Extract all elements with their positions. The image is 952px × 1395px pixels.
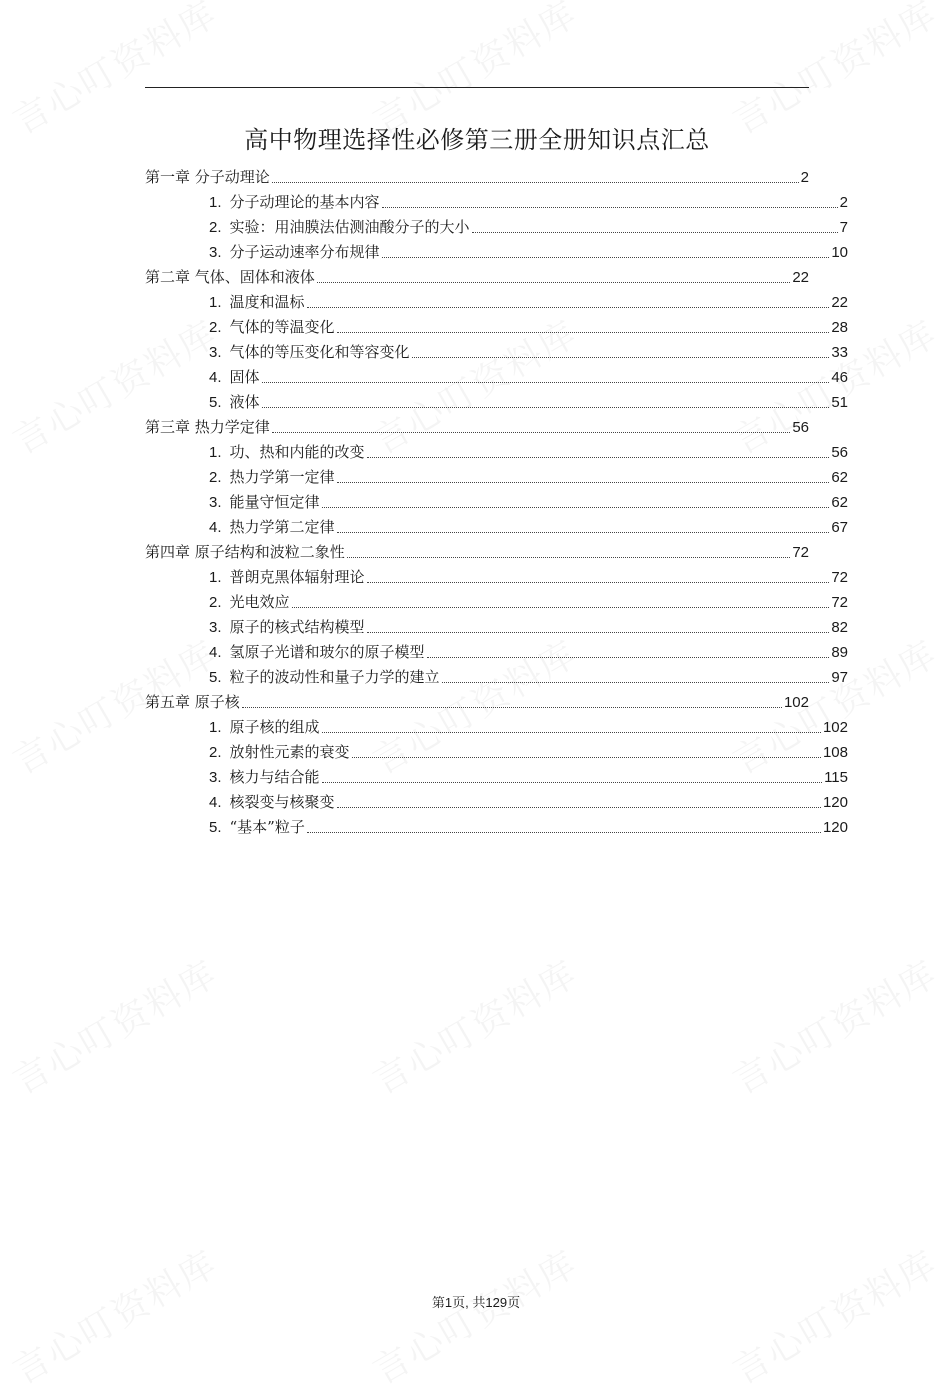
toc-section-title: 分子动理论的基本内容: [229, 193, 380, 211]
watermark: [723, 946, 946, 1104]
toc-page-number: 62: [831, 469, 848, 486]
toc-section-1-2[interactable]: [145, 215, 848, 240]
toc-chapter-4[interactable]: [145, 540, 809, 565]
toc-section-title: 液体: [229, 393, 260, 411]
dot-leader: [307, 307, 830, 308]
dot-leader: [337, 807, 821, 808]
toc-page-number: 56: [792, 419, 809, 436]
toc-section-number: 3.: [209, 769, 222, 786]
toc-section-number: 4.: [209, 794, 222, 811]
toc-page-number: 97: [831, 669, 848, 686]
toc-section-5-5[interactable]: [145, 815, 848, 840]
dot-leader: [322, 732, 821, 733]
watermark: [3, 1236, 226, 1394]
toc-section-title: 温度和温标: [229, 293, 305, 311]
toc-section-title: 热力学第一定律: [229, 468, 335, 486]
toc-section-title: 氢原子光谱和玻尔的原子模型: [229, 643, 425, 661]
toc-section-4-5[interactable]: [145, 665, 848, 690]
toc-section-number: 3.: [209, 494, 222, 511]
dot-leader: [242, 707, 782, 708]
toc-section-title: “基本”粒子: [229, 818, 305, 836]
toc-section-title: 功、热和内能的改变: [229, 443, 365, 461]
toc-page-number: 67: [831, 519, 848, 536]
toc-chapter-2[interactable]: [145, 265, 809, 290]
toc-page-number: 56: [831, 444, 848, 461]
toc-section-number: 2.: [209, 469, 222, 486]
watermark: [363, 946, 586, 1104]
toc-section-title: 核裂变与核聚变: [229, 793, 335, 811]
toc-chapter-title: 第五章 原子核: [145, 693, 240, 711]
toc-page-number: 33: [831, 344, 848, 361]
toc-page-number: 46: [831, 369, 848, 386]
dot-leader: [262, 407, 830, 408]
header-rule: [145, 87, 809, 88]
toc-page-number: 89: [831, 644, 848, 661]
toc-section-number: 2.: [209, 594, 222, 611]
toc-page-number: 120: [822, 794, 848, 811]
toc-page-number: 72: [831, 594, 848, 611]
dot-leader: [367, 582, 830, 583]
toc-section-5-4[interactable]: [145, 790, 848, 815]
toc-page-number: 62: [831, 494, 848, 511]
toc-chapter-title: 第三章 热力学定律: [145, 418, 270, 436]
toc-section-number: 1.: [209, 569, 222, 586]
dot-leader: [347, 557, 791, 558]
toc-section-3-1[interactable]: [145, 440, 848, 465]
dot-leader: [292, 607, 830, 608]
toc-page-number: 22: [792, 269, 809, 286]
toc-page-number: 72: [792, 544, 809, 561]
toc-section-number: 5.: [209, 819, 222, 836]
dot-leader: [427, 657, 830, 658]
toc-section-title: 原子核的组成: [229, 718, 320, 736]
toc-section-number: 1.: [209, 719, 222, 736]
toc-section-4-4[interactable]: [145, 640, 848, 665]
toc-section-number: 5.: [209, 669, 222, 686]
toc-section-number: 1.: [209, 444, 222, 461]
toc-page-number: 10: [831, 244, 848, 261]
toc-section-number: 4.: [209, 519, 222, 536]
toc-chapter-5[interactable]: [145, 690, 809, 715]
toc-section-number: 2.: [209, 744, 222, 761]
dot-leader: [382, 207, 838, 208]
toc-section-number: 1.: [209, 194, 222, 211]
toc-section-2-3[interactable]: [145, 340, 848, 365]
toc-page-number: 102: [783, 694, 809, 711]
toc-section-title: 放射性元素的衰变: [229, 743, 350, 761]
dot-leader: [262, 382, 830, 383]
dot-leader: [442, 682, 830, 683]
toc-section-3-2[interactable]: [145, 465, 848, 490]
toc-chapter-title: 第二章 气体、固体和液体: [145, 268, 315, 286]
watermark: [723, 1236, 946, 1394]
toc-section-number: 4.: [209, 369, 222, 386]
toc-chapter-1[interactable]: [145, 165, 809, 190]
dot-leader: [367, 632, 830, 633]
toc-section-number: 1.: [209, 294, 222, 311]
toc-section-3-3[interactable]: [145, 490, 848, 515]
toc-section-title: 核力与结合能: [229, 768, 320, 786]
toc-section-4-3[interactable]: [145, 615, 848, 640]
dot-leader: [382, 257, 830, 258]
toc-section-title: 气体的等温变化: [229, 318, 335, 336]
toc-section-title: 能量守恒定律: [229, 493, 320, 511]
toc-section-number: 2.: [209, 219, 222, 236]
toc-page-number: 72: [831, 569, 848, 586]
page-title: 高中物理选择性必修第三册全册知识点汇总: [244, 126, 710, 154]
dot-leader: [322, 507, 830, 508]
toc-section-title: 热力学第二定律: [229, 518, 335, 536]
toc-chapter-3[interactable]: [145, 415, 809, 440]
toc-page-number: 7: [839, 219, 848, 236]
dot-leader: [352, 757, 821, 758]
toc-section-2-1[interactable]: [145, 290, 848, 315]
table-of-contents: [145, 165, 848, 840]
toc-section-2-5[interactable]: [145, 390, 848, 415]
toc-page-number: 108: [822, 744, 848, 761]
dot-leader: [272, 182, 799, 183]
page-footer: 第1页, 共129页: [431, 1295, 521, 1310]
toc-section-2-4[interactable]: [145, 365, 848, 390]
dot-leader: [337, 332, 830, 333]
toc-section-title: 分子运动速率分布规律: [229, 243, 380, 261]
toc-section-5-2[interactable]: [145, 740, 848, 765]
dot-leader: [272, 432, 791, 433]
toc-section-1-3[interactable]: [145, 240, 848, 265]
toc-section-number: 5.: [209, 394, 222, 411]
toc-section-2-2[interactable]: [145, 315, 848, 340]
toc-section-number: 3.: [209, 244, 222, 261]
toc-page-number: 120: [822, 819, 848, 836]
dot-leader: [337, 532, 830, 533]
toc-page-number: 2: [839, 194, 848, 211]
dot-leader: [412, 357, 830, 358]
toc-section-title: 粒子的波动性和量子力学的建立: [229, 668, 440, 686]
toc-section-4-1[interactable]: [145, 565, 848, 590]
toc-section-title: 气体的等压变化和等容变化: [229, 343, 410, 361]
toc-page-number: 102: [822, 719, 848, 736]
toc-section-number: 3.: [209, 619, 222, 636]
dot-leader: [317, 282, 791, 283]
dot-leader: [322, 782, 823, 783]
toc-section-title: 固体: [229, 368, 260, 386]
dot-leader: [337, 482, 830, 483]
toc-chapter-title: 第四章 原子结构和波粒二象性: [145, 543, 345, 561]
dot-leader: [307, 832, 821, 833]
toc-section-title: 光电效应: [229, 593, 290, 611]
toc-page-number: 82: [831, 619, 848, 636]
toc-section-number: 4.: [209, 644, 222, 661]
toc-page-number: 2: [800, 169, 809, 186]
toc-section-4-2[interactable]: [145, 590, 848, 615]
toc-page-number: 28: [831, 319, 848, 336]
toc-section-title: 实验：用油膜法估测油酸分子的大小: [229, 218, 470, 236]
toc-section-number: 3.: [209, 344, 222, 361]
toc-page-number: 22: [831, 294, 848, 311]
toc-chapter-title: 第一章 分子动理论: [145, 168, 270, 186]
watermark: [3, 946, 226, 1104]
toc-section-title: 普朗克黑体辐射理论: [229, 568, 365, 586]
dot-leader: [367, 457, 830, 458]
toc-section-5-1[interactable]: [145, 715, 848, 740]
toc-page-number: 51: [831, 394, 848, 411]
toc-section-number: 2.: [209, 319, 222, 336]
toc-section-3-4[interactable]: [145, 515, 848, 540]
dot-leader: [472, 232, 838, 233]
toc-section-5-3[interactable]: [145, 765, 848, 790]
toc-section-title: 原子的核式结构模型: [229, 618, 365, 636]
toc-section-1-1[interactable]: [145, 190, 848, 215]
watermark: [363, 1236, 586, 1394]
toc-page-number: 115: [824, 769, 848, 786]
